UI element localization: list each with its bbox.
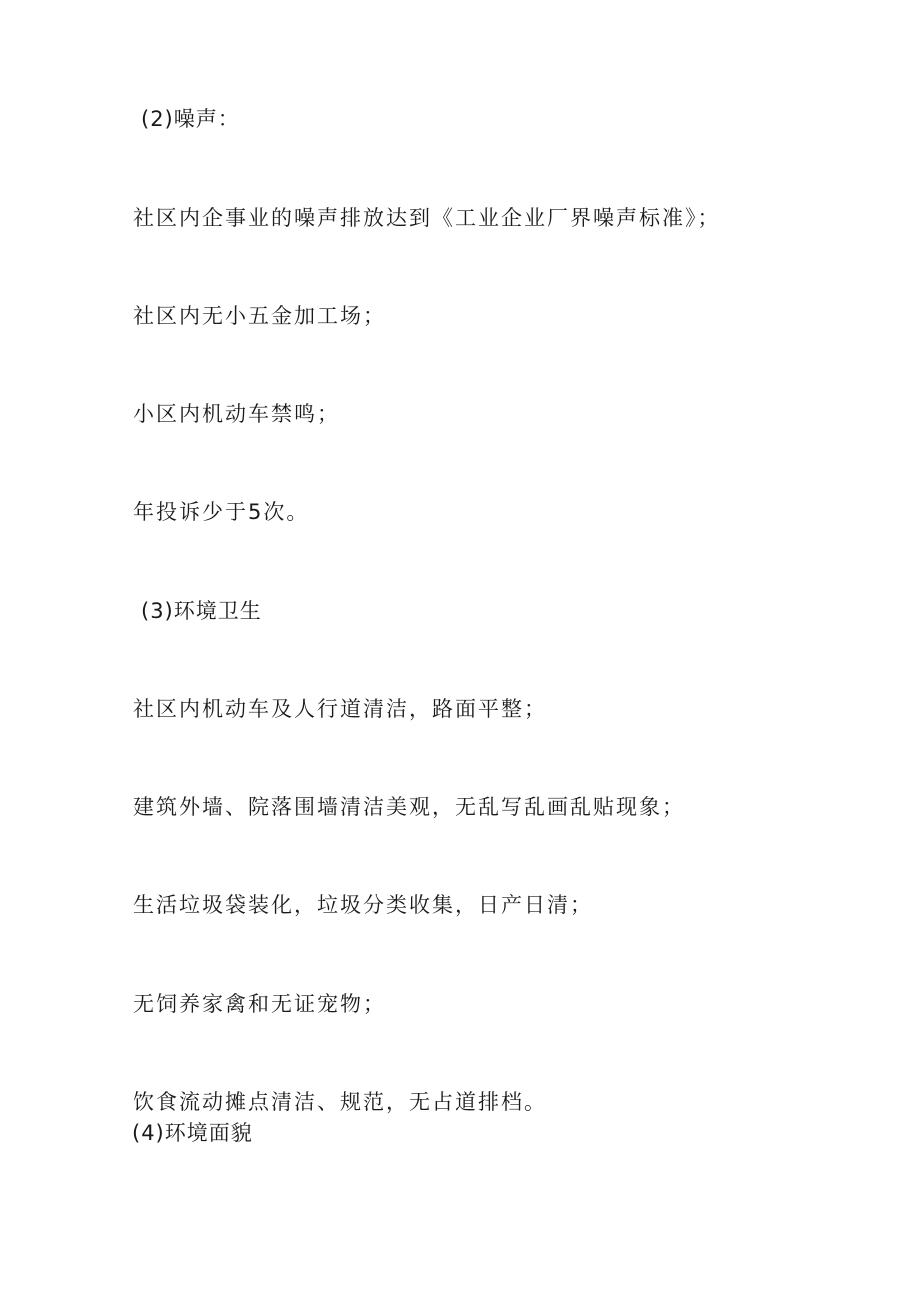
text-line: 无饲养家禽和无证宠物； (133, 992, 386, 1016)
text-line: 社区内企事业的噪声排放达到《工业企业厂界噪声标准》； (133, 206, 721, 230)
text-line: 小区内机动车禁鸣； (133, 402, 340, 426)
text-line: 建筑外墙、院落围墙清洁美观，无乱写乱画乱贴现象； (133, 795, 685, 819)
text-line: 生活垃圾袋装化，垃圾分类收集，日产日清； (133, 893, 593, 917)
text-line: 年投诉少于5次。 (133, 500, 310, 524)
text-line: 社区内无小五金加工场； (133, 304, 386, 328)
section-heading-appearance: (4)环境面貌 (132, 1121, 253, 1145)
section-heading-sanitation: (3)环境卫生 (141, 599, 262, 623)
text-line: 饮食流动摊点清洁、规范，无占道排档。 (133, 1090, 547, 1114)
section-heading-noise: (2)噪声： (141, 107, 240, 131)
text-line: 社区内机动车及人行道清洁，路面平整； (133, 697, 547, 721)
